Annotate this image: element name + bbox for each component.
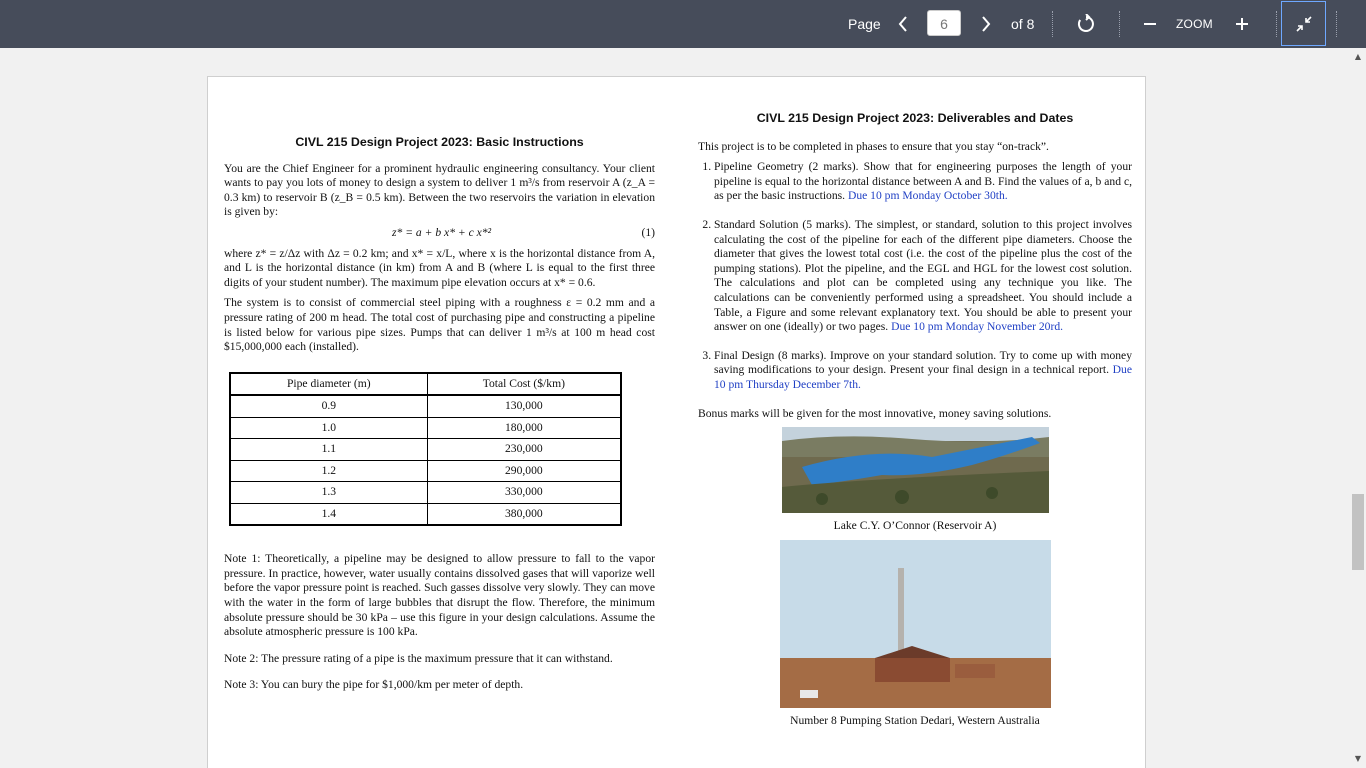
deliverable-text: Pipeline Geometry (2 marks). Show that for engineering purposes the length of your pipeline is equal to the horizontal distance between A and B. Find the values of a, b and c, as per the basic instructions. — [714, 160, 1132, 203]
exit-fullscreen-button[interactable] — [1281, 1, 1326, 46]
minus-icon — [1142, 16, 1158, 32]
table-header: Total Cost ($/km) — [427, 373, 621, 396]
reservoir-caption: Lake C.Y. O’Connor (Reservoir A) — [833, 519, 997, 533]
rotate-icon — [1076, 14, 1096, 34]
table-row — [230, 503, 621, 525]
toolbar-divider — [1276, 11, 1277, 37]
elevation-equation — [224, 226, 655, 241]
scroll-down-icon[interactable]: ▼ — [1354, 754, 1362, 763]
notes-section — [224, 552, 655, 693]
list-item — [714, 349, 1132, 393]
toolbar-divider — [1052, 11, 1053, 37]
scroll-up-icon[interactable]: ▲ — [1354, 52, 1362, 61]
page-number-input[interactable]: 6 — [927, 10, 961, 36]
table-cell: 130,000 — [427, 395, 621, 417]
basic-instructions-title: CIVL 215 Design Project 2023: Basic Instructions — [295, 135, 584, 149]
table-cell: 1.1 — [230, 439, 427, 461]
toolbar-divider — [1119, 11, 1120, 37]
bonus-text: Bonus marks will be given for the most innovative, money saving solutions. — [698, 406, 1052, 420]
table-cell: 230,000 — [427, 439, 621, 461]
deliverables-intro: This project is to be completed in phases to ensure that you stay “on-track”. — [698, 139, 1049, 153]
zoom-in-button[interactable] — [1226, 0, 1258, 48]
zoom-out-button[interactable] — [1134, 0, 1166, 48]
due-date: Due 10 pm Monday October 30th. — [847, 189, 1008, 203]
deliverable-text: Standard Solution (5 marks). The simplest, or standard, solution to this project involves calculating the cost of the pipeline for each of the different pipe diameters. Choose the diameter that gives the lowest total cost (i.e. the cost of the pipeline plus the cost of the pumping stations). Plot the pipeline, and the EGL and HGL for the lowest cost solution. The calculations and plot can be completed using any technique you like. The calculations can be conveniently performed using a spreadsheet. You should include a Table, a Figure and some relevant explanatory text. You should be able to present your answer on one (ideally) or two pages. — [714, 217, 1132, 334]
deliverables-list — [698, 160, 1132, 392]
document-page — [207, 76, 1146, 768]
pumping-station-caption: Number 8 Pumping Station Dedari, Western Australia — [790, 713, 1040, 727]
table-header: Pipe diameter (m) — [230, 373, 427, 396]
due-date: Due 10 pm Thursday December 7th. — [714, 363, 1132, 391]
definitions-paragraph: where z* = z/Δz with Δz = 0.2 km; and x* = x/L, where x is the horizontal distance from A, and L is the horizontal distance (in km) from A and B (where L is equal to the first three digits of your student number). The maximum pipe elevation occurs at x* = 0.6. — [224, 246, 655, 289]
page-count-label: of 8 — [1011, 16, 1035, 32]
piping-paragraph: The system is to consist of commercial steel piping with a roughness ε = 0.2 mm and a pressure rating of 200 m head. The total cost of purchasing pipe and constructing a pipeline is listed below for various pipe sizes. Pumps that can deliver 1 m³/s at 100 m head cost $15,000,000 each (installed). — [224, 296, 655, 354]
table-cell: 1.0 — [230, 417, 427, 439]
due-date: Due 10 pm Monday November 20rd. — [891, 320, 1064, 334]
viewer-toolbar — [0, 0, 1366, 48]
equation-text: z* = a + b x* + c x*² — [392, 225, 492, 239]
intro-paragraph: You are the Chief Engineer for a prominent hydraulic engineering consultancy. Your client wants to pay you lots of money to design a system to deliver 1 m³/s from reservoir A (z_A = 0.3 km) to reservoir B (z_B = 0.5 km). Between the two reservoirs the variation in elevation is given by: — [224, 161, 655, 219]
table-cell: 330,000 — [427, 482, 621, 504]
pumping-station-photo — [780, 540, 1051, 708]
chevron-left-icon — [897, 15, 909, 33]
chevron-right-icon — [980, 15, 992, 33]
page-label: Page — [848, 16, 881, 32]
reservoir-photo — [782, 427, 1049, 513]
table-cell: 1.3 — [230, 482, 427, 504]
table-cell: 0.9 — [230, 395, 427, 417]
next-page-button[interactable] — [974, 0, 998, 48]
deliverables-column — [698, 111, 1132, 734]
equation-number: (1) — [641, 225, 655, 239]
table-cell: 290,000 — [427, 460, 621, 482]
table-header-row — [230, 373, 621, 396]
note-3: Note 3: You can bury the pipe for $1,000/km per meter of depth. — [224, 678, 524, 692]
table-cell: 1.4 — [230, 503, 427, 525]
note-2: Note 2: The pressure rating of a pipe is the maximum pressure that it can withstand. — [224, 651, 613, 665]
note-1: Note 1: Theoretically, a pipeline may be designed to allow pressure to fall to the vapor pressure. In practice, however, water usually contains dissolved gases that will vaporize well before the vapor pressure point is reached. Such gasses dissolve very slowly. They can move with the water in the form of large bubbles that disrupt the flow. Therefore, the minimum absolute pressure should be 30 kPa – use this figure in your design calculations. Assume the absolute atmospheric pressure is 100 kPa. — [224, 552, 655, 639]
table-cell: 380,000 — [427, 503, 621, 525]
deliverables-title: CIVL 215 Design Project 2023: Deliverables and Dates — [756, 111, 1074, 125]
basic-instructions-column — [224, 135, 655, 705]
table-row — [230, 482, 621, 504]
prev-page-button[interactable] — [891, 0, 915, 48]
table-cell: 1.2 — [230, 460, 427, 482]
pipe-cost-table — [229, 372, 622, 527]
vertical-scrollbar[interactable] — [1348, 48, 1366, 768]
table-cell: 180,000 — [427, 417, 621, 439]
plus-icon — [1234, 16, 1250, 32]
zoom-label: ZOOM — [1176, 17, 1213, 31]
table-row — [230, 417, 621, 439]
toolbar-divider — [1336, 11, 1337, 37]
exit-fullscreen-icon — [1295, 15, 1313, 33]
table-row — [230, 395, 621, 417]
table-row — [230, 460, 621, 482]
deliverable-text: Final Design (8 marks). Improve on your standard solution. Try to come up with money saving modifications to your design. Present your final design in a technical report. — [714, 348, 1132, 377]
rotate-button[interactable] — [1070, 0, 1102, 48]
list-item — [714, 160, 1132, 204]
table-row — [230, 439, 621, 461]
scrollbar-thumb[interactable] — [1352, 494, 1364, 570]
list-item — [714, 218, 1132, 335]
